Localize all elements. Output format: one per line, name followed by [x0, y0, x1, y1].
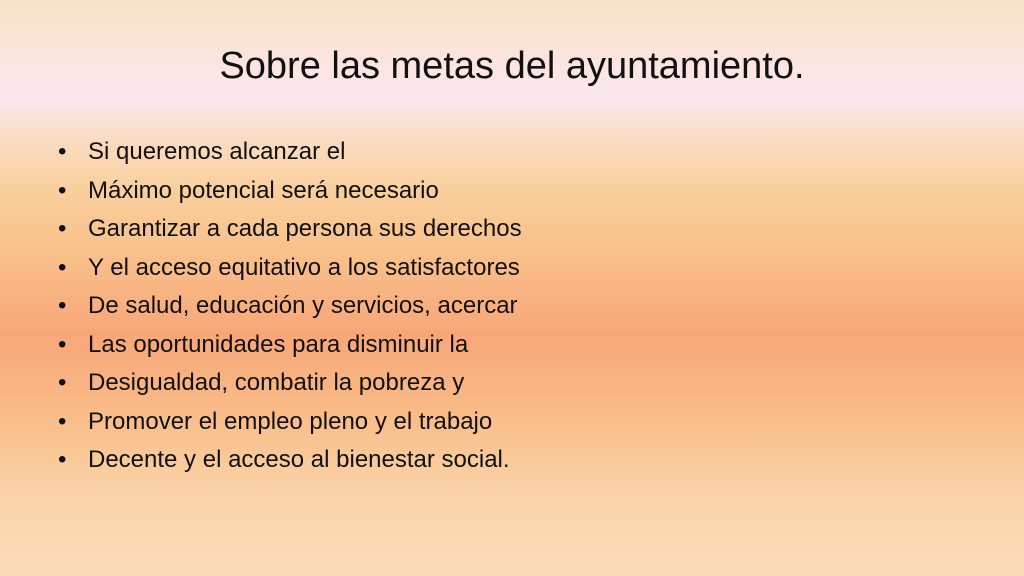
- bullet-text: De salud, educación y servicios, acercar: [88, 292, 518, 319]
- slide-title: Sobre las metas del ayuntamiento.: [219, 45, 805, 87]
- bullet-marker: •: [58, 253, 67, 281]
- bullet-text: Desigualdad, combatir la pobreza y: [88, 369, 465, 396]
- bullet-item: [58, 249, 522, 288]
- bullet-marker: •: [58, 215, 67, 242]
- bullet-item: [58, 210, 522, 249]
- bullet-item: [58, 287, 522, 326]
- bullet-marker: •: [58, 138, 67, 165]
- bullet-item: [58, 364, 522, 403]
- bullet-text: Si queremos alcanzar el: [88, 138, 346, 165]
- bullet-text: Garantizar a cada persona sus derechos: [88, 215, 522, 242]
- bullet-list: [58, 133, 522, 480]
- bullet-marker: •: [58, 292, 67, 319]
- bullet-item: [58, 326, 522, 365]
- bullet-item: [58, 441, 522, 480]
- bullet-text: Promover el empleo pleno y el trabajo: [88, 407, 493, 435]
- bullet-item: [58, 172, 522, 211]
- bullet-item: [58, 403, 522, 442]
- bullet-text: Decente y el acceso al bienestar social.: [88, 446, 510, 473]
- bullet-marker: •: [58, 407, 67, 435]
- bullet-text: Máximo potencial será necesario: [88, 176, 439, 204]
- bullet-marker: •: [58, 446, 67, 473]
- bullet-text: Y el acceso equitativo a los satisfactores: [88, 253, 520, 281]
- bullet-marker: •: [58, 176, 67, 204]
- bullet-text: Las oportunidades para disminuir la: [88, 330, 469, 358]
- bullet-item: [58, 133, 522, 172]
- bullet-marker: •: [58, 369, 67, 396]
- bullet-marker: •: [58, 330, 67, 358]
